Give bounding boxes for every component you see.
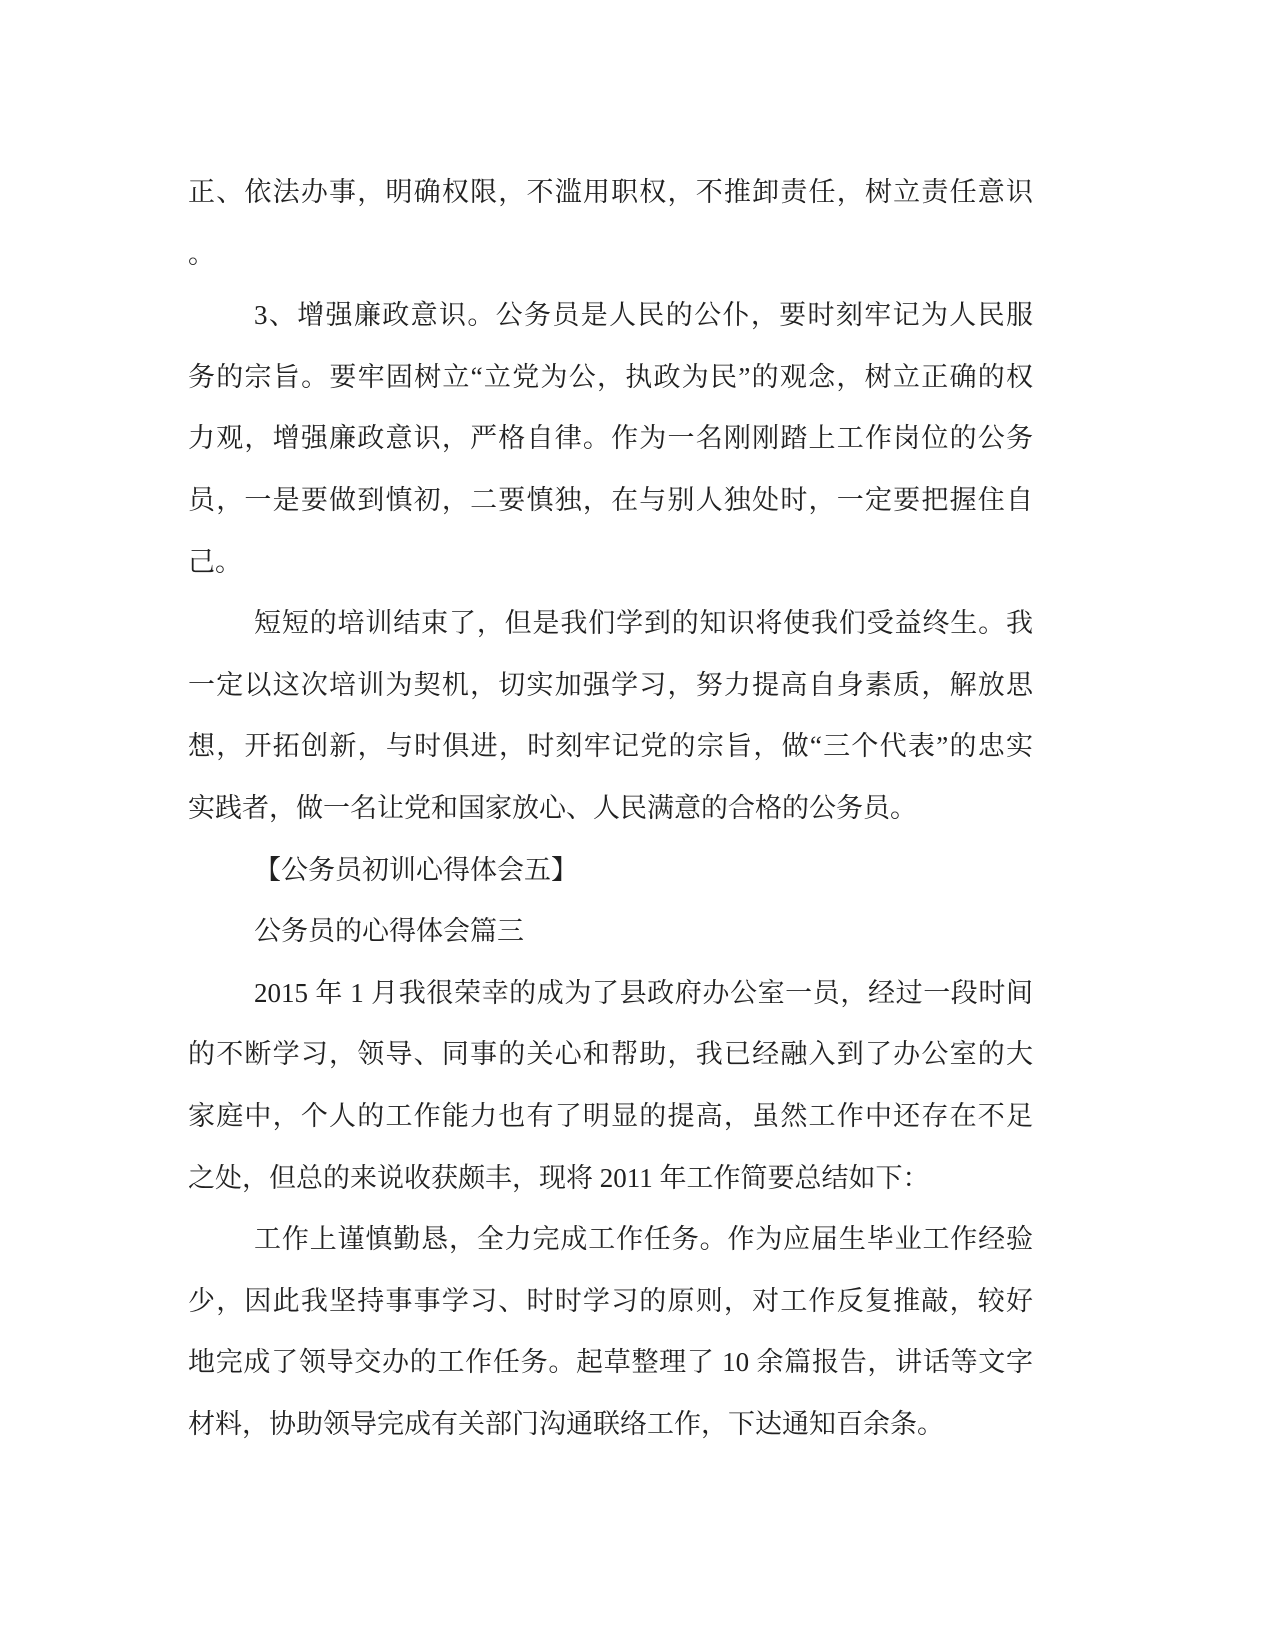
document-line: 己。 (188, 546, 242, 577)
document-line: 务的宗旨。要牢固树立“立党为公，执政为民”的观念，树立正确的权 (188, 361, 1033, 392)
document-line: 员，一是要做到慎初，二要慎独，在与别人独处时，一定要把握住自 (188, 484, 1033, 515)
document-line: 材料，协助领导完成有关部门沟通联络工作，下达通知百余条。 (188, 1408, 944, 1439)
document-line: 实践者，做一名让党和国家放心、人民满意的合格的公务员。 (188, 792, 917, 823)
document-line: 短短的培训结束了，但是我们学到的知识将使我们受益终生。我 (254, 608, 1033, 639)
document-line: 想，开拓创新，与时俱进，时刻牢记党的宗旨，做“三个代表”的忠实 (188, 731, 1033, 762)
document-line: 公务员的心得体会篇三 (254, 916, 524, 947)
document-line: 。 (188, 238, 215, 269)
document-line: 2015 年 1 月我很荣幸的成为了县政府办公室一员，经过一段时间 (254, 977, 1033, 1008)
document-line: 家庭中，个人的工作能力也有了明显的提高，虽然工作中还存在不足 (188, 1100, 1033, 1131)
document-line: 少，因此我坚持事事学习、时时学习的原则，对工作反复推敲，较好 (188, 1285, 1033, 1316)
document-line: 地完成了领导交办的工作任务。起草整理了 10 余篇报告，讲话等文字 (188, 1347, 1033, 1378)
document-line: 之处，但总的来说收获颇丰，现将 2011 年工作简要总结如下： (188, 1162, 930, 1193)
document-line: 正、依法办事，明确权限，不滥用职权，不推卸责任，树立责任意识 (188, 177, 1033, 207)
document-line: 3、增强廉政意识。公务员是人民的公仆，要时刻牢记为人民服 (254, 300, 1033, 331)
document-line: 工作上谨慎勤恳，全力完成工作任务。作为应届生毕业工作经验 (254, 1224, 1033, 1255)
document-line: 力观，增强廉政意识，严格自律。作为一名刚刚踏上工作岗位的公务 (188, 423, 1033, 454)
document-line: 【公务员初训心得体会五】 (254, 854, 578, 885)
document-line: 一定以这次培训为契机，切实加强学习，努力提高自身素质，解放思 (188, 669, 1033, 700)
document-body (188, 162, 1033, 1455)
document-line: 的不断学习，领导、同事的关心和帮助，我已经融入到了办公室的大 (188, 1039, 1033, 1070)
